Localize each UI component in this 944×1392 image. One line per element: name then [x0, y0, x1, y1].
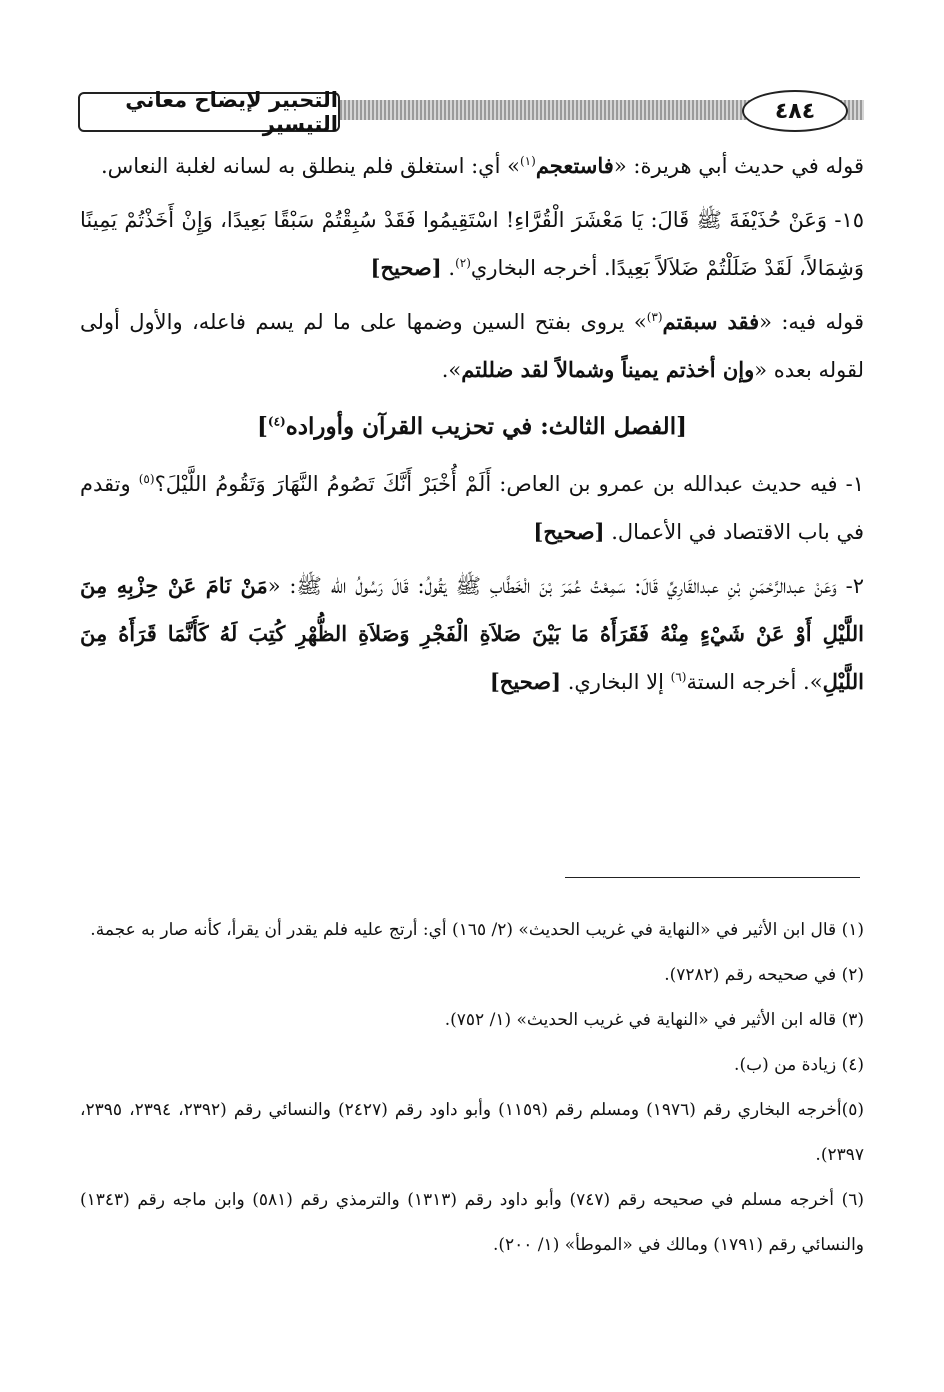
footnote-1: (١) قال ابن الأثير في «النهاية في غريب الحديث» (٢/ ١٦٥) أي: أرتج عليه فلم يقدر أن يقرأ، كأنه صار به عجمة.	[90, 920, 864, 940]
footnote-4: (٤) زيادة من (ب).	[734, 1055, 864, 1075]
footnotes	[80, 908, 864, 1268]
bold-term: فاستعجم	[535, 153, 614, 178]
book-title: التحبير لإيضاح معاني التيسير	[78, 92, 340, 132]
section-heading: [الفصل الثالث: في تحزيب القرآن وأوراده$^{(٤)}$]	[257, 413, 687, 440]
paragraph-commentary-1: قوله في حديث أبي هريرة: «فاستعجم$^{(١)}$» أي: استغلق فلم ينطلق به لسانه لغلبة النعاس.	[100, 153, 864, 178]
footnote-5: (٥)أخرجه البخاري رقم (١٩٧٦) ومسلم رقم (١١٥٩) وأبو داود رقم (٢٤٢٧) والنسائي رقم (٢٣٩٢، ٢٣٩٤، ٢٣٩٥، ٢٣٩٧).	[80, 1100, 865, 1165]
footnote-separator	[565, 877, 860, 878]
footnote-6: (٦) أخرجه مسلم في صحيحه رقم (٧٤٧) وأبو داود رقم (١٣١٣) والترمذي رقم (٥٨١) وابن ماجه رقم (١٣٤٣) والنسائي رقم (١٧٩١) ومالك في «الموطأ» (١/ ٢٠٠).	[80, 1190, 864, 1255]
grade-badge: [صحيح]	[489, 669, 562, 694]
main-text	[80, 142, 864, 706]
grade-badge: [صحيح]	[533, 519, 605, 544]
page-header	[80, 86, 864, 134]
footnote-ref: (٤)	[267, 414, 286, 429]
footnote-ref: (١)	[519, 154, 536, 168]
footnote-ref: (٢)	[455, 256, 471, 270]
bold-quote: وإن أخذتم يميناً وشمالاً لقد ضللتم	[461, 357, 755, 382]
hadith-15: ١٥- وَعَنْ حُذَيْفَةَ ﷺ قَالَ: يَا مَعْشَرَ الْقُرَّاءِ! اسْتَقِيمُوا فَقَدْ سُبِقْتُمْ سَبْقًا بَعِيدًا، وَإِنْ أَخَذْتُمْ يَمِينًا وَشِمَالاً، لَقَدْ ضَلَلْتُمْ ضَلاَلاً بَعِيدًا. أخرجه البخاري$^{(٢)}$. [صحيح]	[80, 208, 865, 280]
bold-quote: مَنْ نَامَ عَنْ حِزْبِهِ مِنَ اللَّيْلِ أَوْ عَنْ شَيْءٍ مِنْهُ فَقَرَأَهُ مَا بَيْنَ صَلاَةِ الْفَجْرِ وَصَلاَةِ الظُّهْرِ كُتِبَ لَهُ كَأَنَّمَا قَرَأَهُ مِنَ اللَّيْلِ	[80, 573, 864, 694]
bold-term: فقد سبقتم	[662, 309, 760, 334]
page-number: ٤٨٤	[742, 90, 848, 132]
hadith-1: ١- فيه حديث عبدالله بن عمرو بن العاص: أَلَمْ أُخْبَرْ أَنَّكَ تَصُومُ النَّهَارَ وَتَقُومُ اللَّيْلَ؟$^{(٥)}$ وتقدم في باب الاقتصاد في الأعمال. [صحيح]	[80, 472, 865, 544]
hadith-2: ٢- وَعَنْ عبدالرَّحْمَنِ بْنِ عبدالقَارِيِّ قَالَ: سَمِعْتُ عُمَرَ بْنَ الْخَطَّابِ ﷺ يَقُولُ: قَالَ رَسُولُ الله ﷺ: «مَنْ نَامَ عَنْ حِزْبِهِ مِنَ اللَّيْلِ أَوْ عَنْ شَيْءٍ مِنْهُ فَقَرَأَهُ مَا بَيْنَ صَلاَةِ الْفَجْرِ وَصَلاَةِ الظُّهْرِ كُتِبَ لَهُ كَأَنَّمَا قَرَأَهُ مِنَ اللَّيْلِ». أخرجه الستة$^{(٦)}$ إلا البخاري. [صحيح]	[80, 573, 864, 694]
footnote-ref: (٥)	[138, 472, 155, 486]
paragraph-commentary-2: قوله فيه: «فقد سبقتم$^{(٣)}$» يروى بفتح السين وضمها على ما لم يسم فاعله، والأول أولى لقوله بعده «وإن أخذتم يميناً وشمالاً لقد ضللتم».	[80, 309, 865, 382]
footnote-ref: (٦)	[670, 670, 687, 684]
footnote-2: (٢) في صحيحه رقم (٧٢٨٢).	[664, 965, 864, 985]
footnote-ref: (٣)	[646, 310, 663, 324]
grade-badge: [صحيح]	[370, 255, 442, 280]
footnote-3: (٣) قاله ابن الأثير في «النهاية في غريب الحديث» (١/ ٧٥٢).	[444, 1010, 864, 1030]
